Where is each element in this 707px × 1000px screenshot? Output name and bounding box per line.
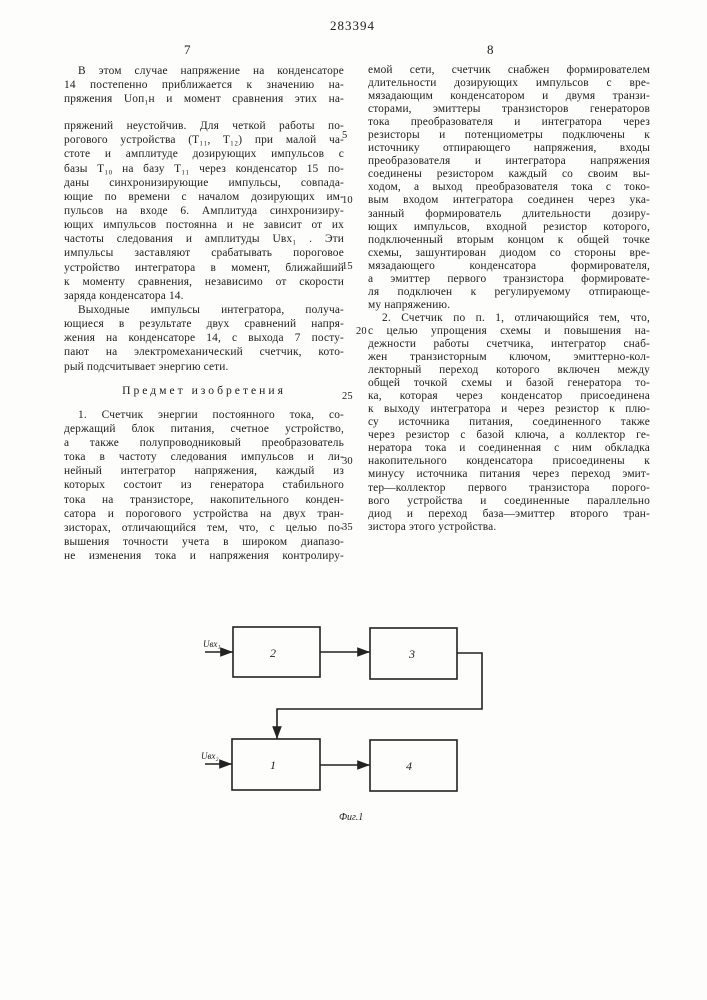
text-line-content: общей точкой схемы и базой генератора то- [368, 377, 650, 390]
text-line-content: мязадающего конденсатора формирователя, [368, 260, 650, 273]
text-line-content: схемы, зашунтирован диодом со стороны вре- [368, 247, 650, 260]
patent-number: 283394 [330, 18, 375, 34]
text-line-content: лекторный переход которого включен между [368, 364, 650, 377]
text-line-content: жения на конденсаторе 14, с выхода 7 посту- [64, 331, 344, 345]
text-line-content: частоты следования и амплитуды Uвх₁ . Эти [64, 232, 344, 246]
text-line-content: зистора этого устройства. [368, 521, 650, 534]
patent-page [0, 0, 707, 1000]
block-1-label: 1 [270, 758, 276, 772]
text-line-content: а эмиттер первого транзистора формировате- [368, 273, 650, 286]
text-line-content: занный формирователь длительности дозиру- [368, 208, 650, 221]
line-number: 5 [342, 129, 358, 142]
text-line-content: вого устройства и соединенные параллельно [368, 495, 650, 508]
text-line-content: которых состоит из генератора стабильного [64, 478, 344, 492]
page-number-right: 8 [487, 42, 494, 58]
text-line-content: Выходные импульсы интегратора, получа- [64, 303, 344, 317]
text-line-content: тока на транзисторе, накопительного конден- [64, 493, 344, 507]
text-line-content: В этом случае напряжение на конденсаторе [64, 64, 344, 78]
text-line-content: заряда конденсатора 14. [64, 289, 344, 303]
text-line-content: базы T₁₀ на базу T₁₁ через конденсатор 15 по- [64, 162, 344, 176]
text-line-content: накопительного конденсатора присоединены к [368, 455, 650, 468]
text-line-content: дежности работы счетчика, интегратор снаб- [368, 338, 650, 351]
text-line-content: мязадающим конденсатором и двумя транзи- [368, 90, 650, 103]
text-line-content: источнику отпирающего напряжения, входы [368, 142, 650, 155]
text-line-content: держащий блок питания, счетное устройство, [64, 422, 344, 436]
text-line-content: ходом, а выход преобразователя тока с токо- [368, 181, 650, 194]
text-line-content: ющих импульсов постоянна и не зависит от их [64, 218, 344, 232]
block-diagram [0, 0, 707, 1000]
text-line-content: 14 постепенно приближается к значению на- [64, 78, 344, 92]
text-line-content: к выходу интегратора и через резистор к плю- [368, 403, 650, 416]
block-2-label: 2 [270, 646, 276, 660]
text-line-content: через резистор с базой ключа, а коллектор ге- [368, 429, 650, 442]
text-line-content: длительности дозирующих импульсов с вре- [368, 77, 650, 90]
block-4 [370, 740, 457, 791]
text-line-content: сторами, эмиттеры транзисторов генераторов [368, 103, 650, 116]
text-line-content: диод и переход база—эмиттер второго тран- [368, 508, 650, 521]
text-line-content: су источника питания, соединенного также [368, 416, 650, 429]
text-line-content: тока преобразователя и интегратора через [368, 116, 650, 129]
text-line-content: ющие по времени с началом дозирующих им- [64, 190, 344, 204]
line-number: 15 [342, 260, 358, 273]
text-line-content: пряжения Uоп₁н и момент сравнения этих на- [64, 92, 344, 106]
text-line-content: пульсов на входе 6. Амплитуда синхронизиру- [64, 204, 344, 218]
line-number: 10 [342, 194, 358, 207]
text-line-content: емой сети, счетчик снабжен формирователем [368, 64, 650, 77]
text-line-content: зисторах, отличающийся тем, что, с целью по- [64, 521, 344, 535]
figure-caption: Фиг.1 [339, 812, 363, 823]
text-line-content: соединены резистором каждый со своим вы- [368, 168, 650, 181]
input-label-1: Uвх₁ [203, 639, 221, 649]
text-line-content: рогового устройства (T₁₁, T₁₂) при малой ча- [64, 133, 344, 147]
input-label-2: Uвх₂ [201, 751, 219, 761]
text-line-content: ка, которая через конденсатор присоединена [368, 390, 650, 403]
text-line-content: ля подключен к регулируемому отпирающе- [368, 286, 650, 299]
text-line-content: пают на электромеханический счетчик, кото- [64, 345, 344, 359]
block-1 [232, 739, 320, 790]
line-number: 35 [342, 521, 358, 534]
text-line-content: тер—коллектор первого транзистора порого- [368, 482, 650, 495]
block-2 [233, 627, 320, 677]
block-4-label: 4 [406, 759, 412, 773]
text-line-content: а также полупроводниковый преобразователь [64, 436, 344, 450]
text-line-content: тока в частоту следования импульсов и ли- [64, 450, 344, 464]
text-line-content: резисторы и потенциометры подключены к [368, 129, 650, 142]
page-number-left: 7 [184, 42, 191, 58]
text-line-content: Предмет изобретения [64, 374, 344, 408]
text-line-content: импульсы заставляют срабатывать пороговое [64, 246, 344, 260]
text-line-content: му напряжению. [368, 299, 650, 312]
text-line-content: ющиеся в результате двух сравнений напря- [64, 317, 344, 331]
text-line-content: стоте и амплитуде дозирующих импульсов с [64, 147, 344, 161]
text-line-content: ющих импульсов, входной резистор которого, [368, 221, 650, 234]
block-3-label: 3 [408, 647, 415, 661]
text-line-content: нератора тока и соединенная с ним обкладка [368, 442, 650, 455]
text-line-content: к моменту сравнения, независимо от скорости [64, 275, 344, 289]
text-line-content: устройство интегратора в момент, ближайший [64, 261, 344, 275]
text-line-content: нейный интегратор напряжения, каждый из [64, 464, 344, 478]
text-line-content: 1. Счетчик энергии постоянного тока, со- [64, 408, 344, 422]
text-line-content: даны синхронизирующие импульсы, совпада- [64, 176, 344, 190]
text-line-content: с целью упрощения схемы и повышения на- [368, 325, 650, 338]
text-line-content: вым входом интегратора соединен через ука- [368, 194, 650, 207]
line-number: 25 [342, 390, 358, 403]
line-number: 30 [342, 455, 358, 468]
text-line-content: вышения точности учета в широком диапазо- [64, 535, 344, 549]
feedback-line-3-to-1 [277, 653, 482, 739]
text-line-content: рый подсчитывает энергию сети. [64, 360, 344, 374]
text-line-content: 2. Счетчик по п. 1, отличающийся тем, что, [368, 312, 650, 325]
text-line-content: сатора и порогового устройства на двух тран- [64, 507, 344, 521]
text-line-content: подключенный вторым концом к общей точке [368, 234, 650, 247]
text-line-content: минусу источника питания через переход эмит- [368, 468, 650, 481]
text-line-content: пряжений неустойчив. Для четкой работы по- [64, 119, 344, 133]
text-line-content: жен транзисторным ключом, эмиттерно-кол- [368, 351, 650, 364]
text-line-content: преобразователя и интегратора напряжения [368, 155, 650, 168]
line-number: 20 [342, 325, 358, 338]
text-line-content: не изменения тока и напряжения контролиру- [64, 549, 344, 563]
